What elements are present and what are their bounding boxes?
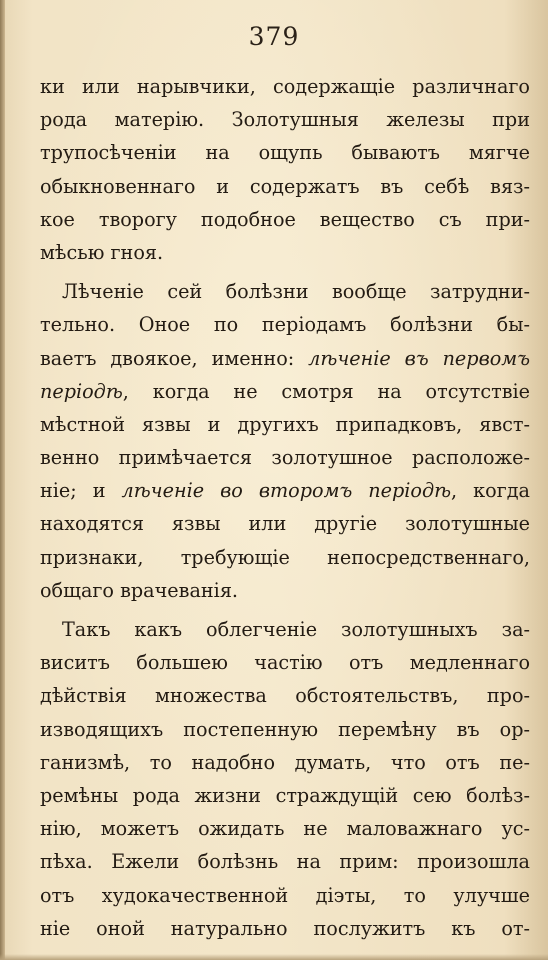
text-segment: ніе оной натурально послужитъ къ от- bbox=[40, 916, 530, 940]
text-line bbox=[40, 879, 530, 912]
text-segment: находятся язвы или другіе золотушные bbox=[40, 512, 530, 536]
text-segment: пѣха. Ежели болѣзнь на прим: произошла bbox=[40, 850, 530, 874]
page-bottom-edge-shadow bbox=[0, 954, 548, 960]
text-segment: признаки, требующіе непосредственнаго, bbox=[40, 545, 530, 569]
text-line bbox=[40, 746, 530, 779]
text-line bbox=[40, 912, 530, 945]
text-segment: тельно. Оное по періодамъ болѣзни бы- bbox=[40, 313, 530, 337]
text-line bbox=[40, 308, 530, 341]
text-line bbox=[40, 845, 530, 878]
text-line bbox=[40, 170, 530, 203]
text-segment: трупосѣченіи на ощупь бываютъ мягче bbox=[40, 141, 530, 165]
text-line bbox=[40, 713, 530, 746]
text-line bbox=[40, 441, 530, 474]
page-body-text bbox=[40, 70, 530, 945]
italic-text-segment: лѣченіе во второмъ періодѣ bbox=[121, 479, 452, 503]
text-segment: ніе; и bbox=[40, 479, 122, 503]
text-segment: изводящихъ постепенную перемѣну въ ор- bbox=[40, 717, 530, 741]
text-segment: ремѣны рода жизни страждущій сею болѣз- bbox=[40, 783, 530, 807]
text-line bbox=[40, 541, 530, 574]
text-line bbox=[40, 812, 530, 845]
text-line bbox=[40, 474, 530, 507]
text-segment: , когда bbox=[451, 479, 530, 503]
text-line bbox=[40, 408, 530, 441]
text-segment: отъ худокачественной діэты, то улучше bbox=[40, 883, 530, 907]
text-line bbox=[40, 646, 530, 679]
text-segment: мѣсью гноя. bbox=[40, 240, 164, 264]
text-segment: Лѣченіе сей болѣзни вообще затрудни- bbox=[62, 280, 530, 304]
text-segment: нію, можетъ ожидать не маловажнаго ус- bbox=[40, 817, 530, 841]
text-segment: виситъ большею частію отъ медленнаго bbox=[40, 651, 530, 675]
text-segment: кое творогу подобное вещество съ при- bbox=[40, 207, 530, 231]
italic-text-segment: періодѣ bbox=[40, 379, 123, 403]
text-line bbox=[40, 342, 530, 375]
text-line bbox=[40, 574, 530, 607]
text-segment: обыкновеннаго и содержатъ въ себѣ вяз- bbox=[40, 174, 530, 198]
text-line bbox=[40, 679, 530, 712]
text-segment: рода матерію. Золотушныя железы при bbox=[40, 108, 530, 132]
text-line bbox=[40, 236, 530, 269]
text-line bbox=[40, 375, 530, 408]
text-line bbox=[40, 613, 530, 646]
page-left-edge-shadow bbox=[0, 0, 5, 960]
text-segment: мѣстной язвы и другихъ припадковъ, явст- bbox=[40, 412, 530, 436]
text-line bbox=[40, 507, 530, 540]
italic-text-segment: лѣченіе въ первомъ bbox=[308, 346, 530, 370]
text-segment: венно примѣчается золотушное расположе- bbox=[40, 446, 530, 470]
text-line bbox=[40, 779, 530, 812]
text-segment: ваетъ двоякое, именно: bbox=[40, 346, 309, 370]
text-segment: ки или нарывчики, содержащіе различнаго bbox=[40, 75, 530, 98]
text-segment: , когда не смотря на отсутствіе bbox=[122, 379, 530, 403]
text-line bbox=[40, 136, 530, 169]
text-line bbox=[40, 275, 530, 308]
text-segment: ганизмѣ, то надобно думать, что отъ пе- bbox=[40, 750, 530, 774]
text-segment: общаго врачеванія. bbox=[40, 578, 239, 602]
text-segment: Такъ какъ облегченіе золотушныхъ за- bbox=[62, 618, 530, 641]
text-line bbox=[40, 103, 530, 136]
text-segment: дѣйствія множества обстоятельствъ, про- bbox=[40, 684, 530, 708]
text-line bbox=[40, 70, 530, 103]
page-number: 379 bbox=[248, 22, 300, 51]
text-line bbox=[40, 203, 530, 236]
